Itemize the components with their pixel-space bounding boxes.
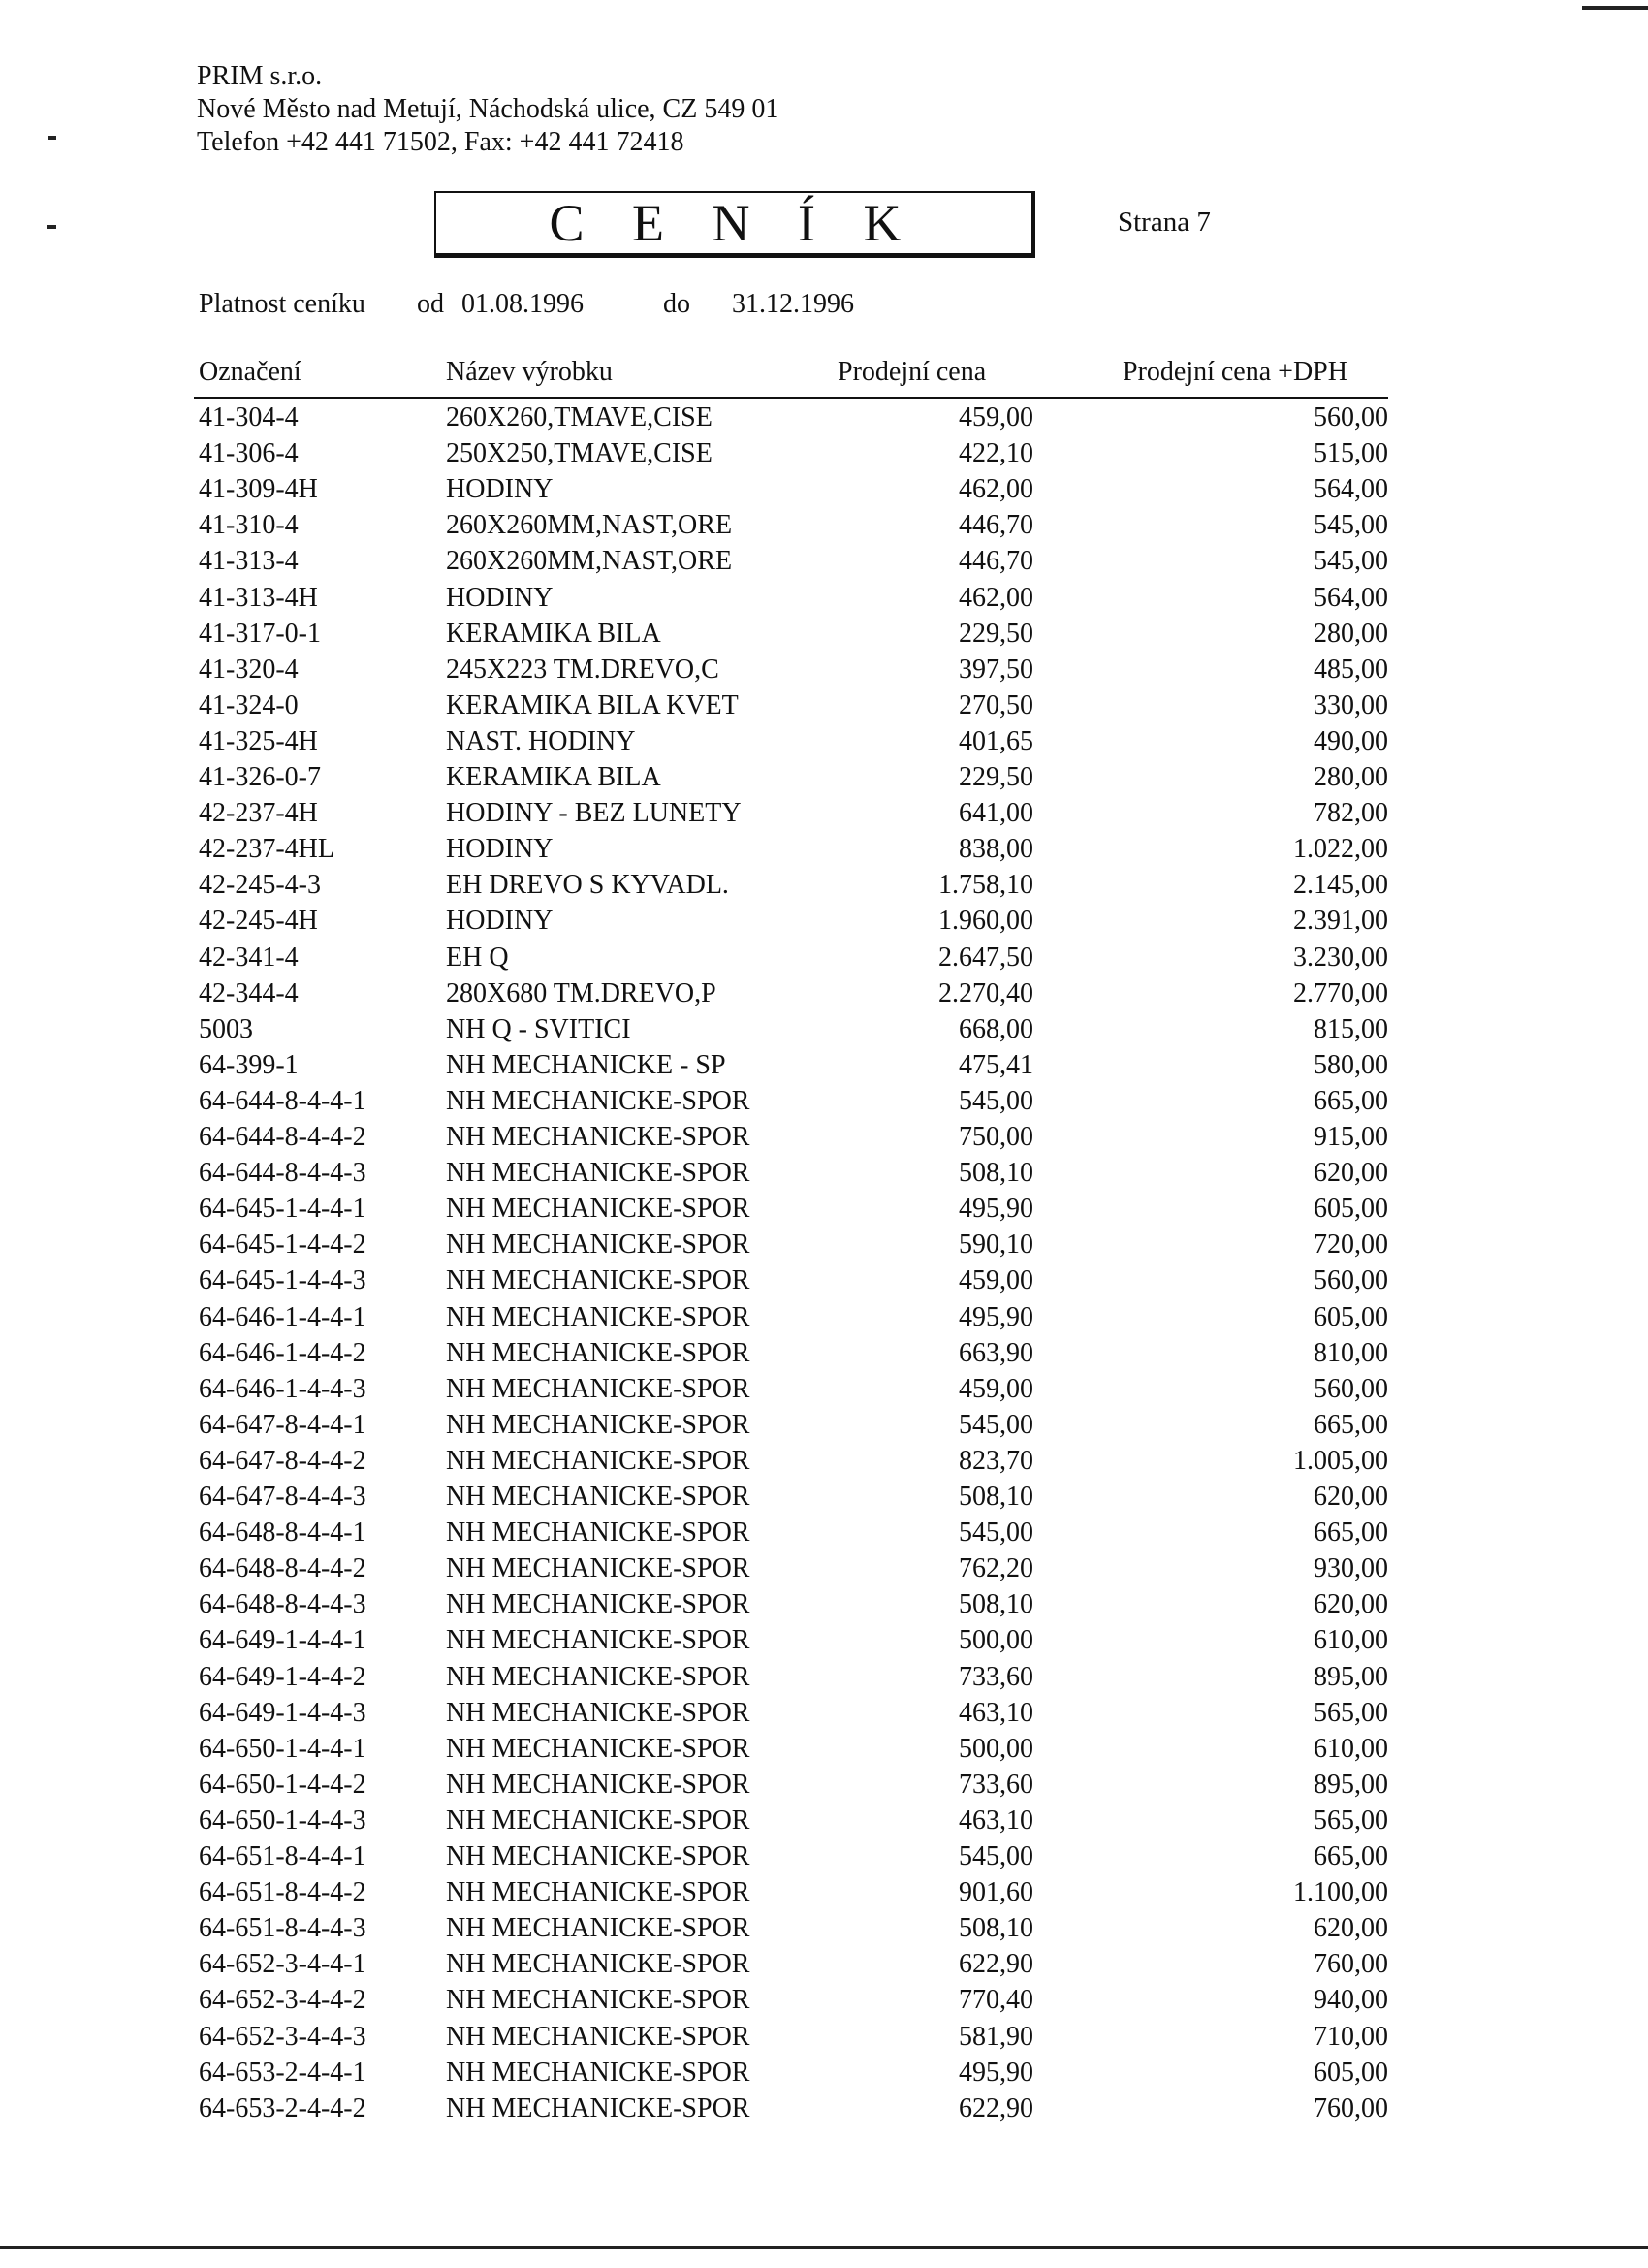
product-name: NH Q - SVITICI [446,1014,631,1044]
price-with-vat: 665,00 [1314,1517,1388,1548]
product-name: HODINY [446,474,554,504]
table-row [0,1875,1648,1910]
price: 545,00 [959,1517,1033,1548]
company-header [197,60,778,159]
scan-mark [1582,6,1648,10]
table-row [0,653,1648,687]
scan-mark [48,136,56,140]
table-row [0,1372,1648,1407]
product-code: 64-651-8-4-4-1 [199,1841,366,1871]
table-row [0,617,1648,652]
price: 401,65 [959,726,1033,756]
product-name: NH MECHANICKE-SPOR [446,1122,750,1152]
product-code: 64-647-8-4-4-3 [199,1482,366,1512]
table-row [0,1336,1648,1371]
product-code: 42-344-4 [199,978,299,1008]
price-with-vat: 760,00 [1314,1949,1388,1979]
product-code: 64-652-3-4-4-2 [199,1985,366,2015]
price-with-vat: 610,00 [1314,1734,1388,1764]
product-name: 260X260,TMAVE,CISE [446,402,713,432]
price-with-vat: 620,00 [1314,1482,1388,1512]
price: 229,50 [959,762,1033,792]
product-name: KERAMIKA BILA KVET [446,690,739,720]
validity-label: Platnost ceníku [199,289,365,319]
product-name: NH MECHANICKE-SPOR [446,1158,750,1188]
price-with-vat: 1.022,00 [1293,834,1388,864]
price: 459,00 [959,1265,1033,1295]
price: 545,00 [959,1841,1033,1871]
price-with-vat: 3.230,00 [1293,942,1388,973]
price: 545,00 [959,1086,1033,1116]
table-row [0,472,1648,507]
product-name: HODINY - BEZ LUNETY [446,798,742,828]
table-row [0,581,1648,616]
table-row [0,796,1648,831]
product-name: NH MECHANICKE-SPOR [446,1625,750,1655]
page-number: Strana 7 [1118,207,1211,238]
table-row [0,941,1648,975]
table-row [0,1947,1648,1982]
product-code: 64-647-8-4-4-2 [199,1446,366,1476]
product-name: 260X260MM,NAST,ORE [446,546,733,576]
product-code: 64-644-8-4-4-1 [199,1086,366,1116]
product-code: 64-651-8-4-4-3 [199,1913,366,1943]
table-row [0,1156,1648,1191]
price: 1.960,00 [938,906,1033,936]
product-name: HODINY [446,906,554,936]
header-price: Prodejní cena [838,357,987,387]
product-code: 42-245-4H [199,906,318,936]
product-name: NH MECHANICKE-SPOR [446,1446,750,1476]
price-with-vat: 620,00 [1314,1913,1388,1943]
price: 463,10 [959,1805,1033,1836]
product-name: NH MECHANICKE-SPOR [446,1770,750,1800]
validity-line [0,289,1648,328]
product-name: NH MECHANICKE-SPOR [446,1086,750,1116]
table-row [0,832,1648,867]
product-code: 64-651-8-4-4-2 [199,1877,366,1907]
header-code: Označení [199,357,301,387]
table-row [0,544,1648,579]
product-name: NH MECHANICKE-SPOR [446,1841,750,1871]
price-with-vat: 940,00 [1314,1985,1388,2015]
price: 2.270,40 [938,978,1033,1008]
table-row [0,2020,1648,2055]
table-row [0,2056,1648,2091]
price-with-vat: 665,00 [1314,1841,1388,1871]
product-name: NH MECHANICKE-SPOR [446,1913,750,1943]
price: 770,40 [959,1985,1033,2015]
price-with-vat: 2.770,00 [1293,978,1388,1008]
price: 581,90 [959,2022,1033,2052]
price-with-vat: 490,00 [1314,726,1388,756]
product-name: NH MECHANICKE-SPOR [446,2022,750,2052]
table-row [0,1839,1648,1874]
price-with-vat: 2.145,00 [1293,870,1388,900]
price-with-vat: 580,00 [1314,1050,1388,1080]
product-code: 41-317-0-1 [199,619,321,649]
to-date: 31.12.1996 [732,289,854,319]
price: 2.647,50 [938,942,1033,973]
product-code: 64-646-1-4-4-1 [199,1302,366,1332]
price: 663,90 [959,1338,1033,1368]
price: 459,00 [959,402,1033,432]
price-with-vat: 280,00 [1314,619,1388,649]
product-code: 64-652-3-4-4-1 [199,1949,366,1979]
product-name: NH MECHANICKE-SPOR [446,1482,750,1512]
table-row [0,1228,1648,1262]
product-name: NH MECHANICKE-SPOR [446,1877,750,1907]
price-with-vat: 810,00 [1314,1338,1388,1368]
product-code: 41-326-0-7 [199,762,321,792]
product-code: 64-645-1-4-4-2 [199,1230,366,1260]
price: 508,10 [959,1158,1033,1188]
price-with-vat: 930,00 [1314,1553,1388,1583]
product-code: 41-324-0 [199,690,299,720]
price: 462,00 [959,474,1033,504]
product-name: NH MECHANICKE-SPOR [446,1734,750,1764]
from-date: 01.08.1996 [461,289,584,319]
product-name: NH MECHANICKE-SPOR [446,1517,750,1548]
price-with-vat: 605,00 [1314,2058,1388,2088]
product-name: NH MECHANICKE-SPOR [446,1302,750,1332]
from-label: od [417,289,444,319]
table-row [0,1480,1648,1515]
price-with-vat: 1.100,00 [1293,1877,1388,1907]
table-row [0,868,1648,903]
company-name: PRIM s.r.o. [197,61,323,91]
product-name: NH MECHANICKE-SPOR [446,2093,750,2124]
table-row [0,1120,1648,1155]
price-with-vat: 760,00 [1314,2093,1388,2124]
product-name: EH Q [446,942,509,973]
table-row [0,1587,1648,1622]
table-row [0,1696,1648,1731]
price: 1.758,10 [938,870,1033,900]
price-with-vat: 565,00 [1314,1805,1388,1836]
header-divider [194,397,1388,399]
price: 823,70 [959,1446,1033,1476]
price: 508,10 [959,1913,1033,1943]
price-with-vat: 560,00 [1314,1265,1388,1295]
product-name: NH MECHANICKE-SPOR [446,1662,750,1692]
table-row [0,688,1648,723]
price-with-vat: 605,00 [1314,1194,1388,1224]
table-row [0,508,1648,543]
table-row [0,760,1648,795]
price-with-vat: 485,00 [1314,655,1388,685]
price-with-vat: 665,00 [1314,1086,1388,1116]
product-name: 280X680 TM.DREVO,P [446,978,716,1008]
table-row [0,1263,1648,1298]
product-code: 5003 [199,1014,253,1044]
price-with-vat: 895,00 [1314,1662,1388,1692]
product-name: NH MECHANICKE-SPOR [446,1194,750,1224]
product-name: EH DREVO S KYVADL. [446,870,729,900]
product-name: NH MECHANICKE-SPOR [446,1985,750,2015]
product-code: 64-648-8-4-4-3 [199,1589,366,1619]
price-with-vat: 720,00 [1314,1230,1388,1260]
product-code: 64-645-1-4-4-1 [199,1194,366,1224]
price-with-vat: 782,00 [1314,798,1388,828]
table-row [0,1732,1648,1767]
table-row [0,1516,1648,1550]
product-code: 64-650-1-4-4-2 [199,1770,366,1800]
product-name: NH MECHANICKE-SPOR [446,1949,750,1979]
to-label: do [663,289,690,319]
product-code: 64-650-1-4-4-1 [199,1734,366,1764]
product-code: 64-646-1-4-4-2 [199,1338,366,1368]
price-with-vat: 565,00 [1314,1698,1388,1728]
price-with-vat: 620,00 [1314,1158,1388,1188]
product-code: 42-341-4 [199,942,299,973]
price: 508,10 [959,1589,1033,1619]
product-name: NH MECHANICKE-SPOR [446,1410,750,1440]
price-with-vat: 665,00 [1314,1410,1388,1440]
price: 422,10 [959,438,1033,468]
price-with-vat: 2.391,00 [1293,906,1388,936]
table-row [0,904,1648,939]
price: 733,60 [959,1662,1033,1692]
product-code: 64-649-1-4-4-2 [199,1662,366,1692]
table-row [0,976,1648,1011]
price: 270,50 [959,690,1033,720]
table-row [0,1300,1648,1335]
product-code: 41-306-4 [199,438,299,468]
price: 446,70 [959,510,1033,540]
table-row [0,2092,1648,2126]
price: 495,90 [959,2058,1033,2088]
product-code: 42-237-4HL [199,834,334,864]
product-code: 64-399-1 [199,1050,299,1080]
product-code: 41-313-4 [199,546,299,576]
table-row [0,724,1648,759]
product-code: 42-237-4H [199,798,318,828]
price: 475,41 [959,1050,1033,1080]
table-row [0,1983,1648,2018]
price: 500,00 [959,1625,1033,1655]
table-row [0,1192,1648,1227]
scan-mark [47,225,56,229]
table-row [0,1012,1648,1047]
price-with-vat: 610,00 [1314,1625,1388,1655]
price: 463,10 [959,1698,1033,1728]
product-code: 41-310-4 [199,510,299,540]
product-code: 64-649-1-4-4-3 [199,1698,366,1728]
table-row [0,1048,1648,1083]
price: 668,00 [959,1014,1033,1044]
price: 622,90 [959,1949,1033,1979]
product-code: 64-650-1-4-4-3 [199,1805,366,1836]
price: 762,20 [959,1553,1033,1583]
price-with-vat: 895,00 [1314,1770,1388,1800]
company-phone-fax: Telefon +42 441 71502, Fax: +42 441 72418 [197,127,684,157]
price: 508,10 [959,1482,1033,1512]
price-with-vat: 1.005,00 [1293,1446,1388,1476]
product-name: NH MECHANICKE - SP [446,1050,726,1080]
product-name: NH MECHANICKE-SPOR [446,1553,750,1583]
company-address: Nové Město nad Metují, Náchodská ulice, CZ 549 01 [197,94,779,124]
table-row [0,400,1648,435]
price-with-vat: 620,00 [1314,1589,1388,1619]
table-row [0,1444,1648,1479]
product-name: 250X250,TMAVE,CISE [446,438,713,468]
product-name: NH MECHANICKE-SPOR [446,2058,750,2088]
price: 750,00 [959,1122,1033,1152]
price: 459,00 [959,1374,1033,1404]
table-row [0,436,1648,471]
product-name: NH MECHANICKE-SPOR [446,1374,750,1404]
product-name: NH MECHANICKE-SPOR [446,1230,750,1260]
price: 545,00 [959,1410,1033,1440]
product-code: 41-325-4H [199,726,318,756]
product-code: 42-245-4-3 [199,870,321,900]
product-name: KERAMIKA BILA [446,762,661,792]
product-code: 64-652-3-4-4-3 [199,2022,366,2052]
price-with-vat: 545,00 [1314,510,1388,540]
product-name: NH MECHANICKE-SPOR [446,1698,750,1728]
product-code: 64-648-8-4-4-2 [199,1553,366,1583]
product-code: 64-653-2-4-4-1 [199,2058,366,2088]
price: 229,50 [959,619,1033,649]
price: 397,50 [959,655,1033,685]
product-name: KERAMIKA BILA [446,619,661,649]
price: 641,00 [959,798,1033,828]
price-with-vat: 815,00 [1314,1014,1388,1044]
price-with-vat: 564,00 [1314,474,1388,504]
product-name: NH MECHANICKE-SPOR [446,1265,750,1295]
product-name: NH MECHANICKE-SPOR [446,1338,750,1368]
price-with-vat: 605,00 [1314,1302,1388,1332]
product-name: HODINY [446,583,554,613]
price-with-vat: 330,00 [1314,690,1388,720]
price: 462,00 [959,583,1033,613]
product-code: 64-644-8-4-4-3 [199,1158,366,1188]
bottom-rule [0,2246,1648,2249]
price: 590,10 [959,1230,1033,1260]
price: 838,00 [959,834,1033,864]
product-name: NH MECHANICKE-SPOR [446,1805,750,1836]
price-with-vat: 560,00 [1314,402,1388,432]
table-row [0,1408,1648,1443]
table-row [0,1911,1648,1946]
product-code: 64-646-1-4-4-3 [199,1374,366,1404]
product-code: 41-313-4H [199,583,318,613]
price-with-vat: 515,00 [1314,438,1388,468]
price: 500,00 [959,1734,1033,1764]
price-with-vat: 545,00 [1314,546,1388,576]
table-row [0,1804,1648,1838]
price-with-vat: 915,00 [1314,1122,1388,1152]
header-price-vat: Prodejní cena +DPH [1123,357,1347,387]
product-name: HODINY [446,834,554,864]
product-code: 41-309-4H [199,474,318,504]
product-code: 41-304-4 [199,402,299,432]
product-code: 64-648-8-4-4-1 [199,1517,366,1548]
product-code: 64-645-1-4-4-3 [199,1265,366,1295]
product-name: NAST. HODINY [446,726,636,756]
product-code: 64-644-8-4-4-2 [199,1122,366,1152]
price: 622,90 [959,2093,1033,2124]
product-name: NH MECHANICKE-SPOR [446,1589,750,1619]
product-name: 260X260MM,NAST,ORE [446,510,733,540]
product-name: 245X223 TM.DREVO,C [446,655,719,685]
price: 733,60 [959,1770,1033,1800]
header-name: Název výrobku [446,357,613,387]
table-row [0,1623,1648,1658]
product-code: 64-649-1-4-4-1 [199,1625,366,1655]
document-title: C E N Í K [434,191,1035,258]
price-with-vat: 710,00 [1314,2022,1388,2052]
table-row [0,1084,1648,1119]
price-with-vat: 564,00 [1314,583,1388,613]
price: 901,60 [959,1877,1033,1907]
table-row [0,1660,1648,1695]
price: 495,90 [959,1194,1033,1224]
price: 495,90 [959,1302,1033,1332]
price: 446,70 [959,546,1033,576]
table-row [0,1768,1648,1803]
product-code: 41-320-4 [199,655,299,685]
table-row [0,1551,1648,1586]
price-with-vat: 560,00 [1314,1374,1388,1404]
price-with-vat: 280,00 [1314,762,1388,792]
product-code: 64-647-8-4-4-1 [199,1410,366,1440]
product-code: 64-653-2-4-4-2 [199,2093,366,2124]
